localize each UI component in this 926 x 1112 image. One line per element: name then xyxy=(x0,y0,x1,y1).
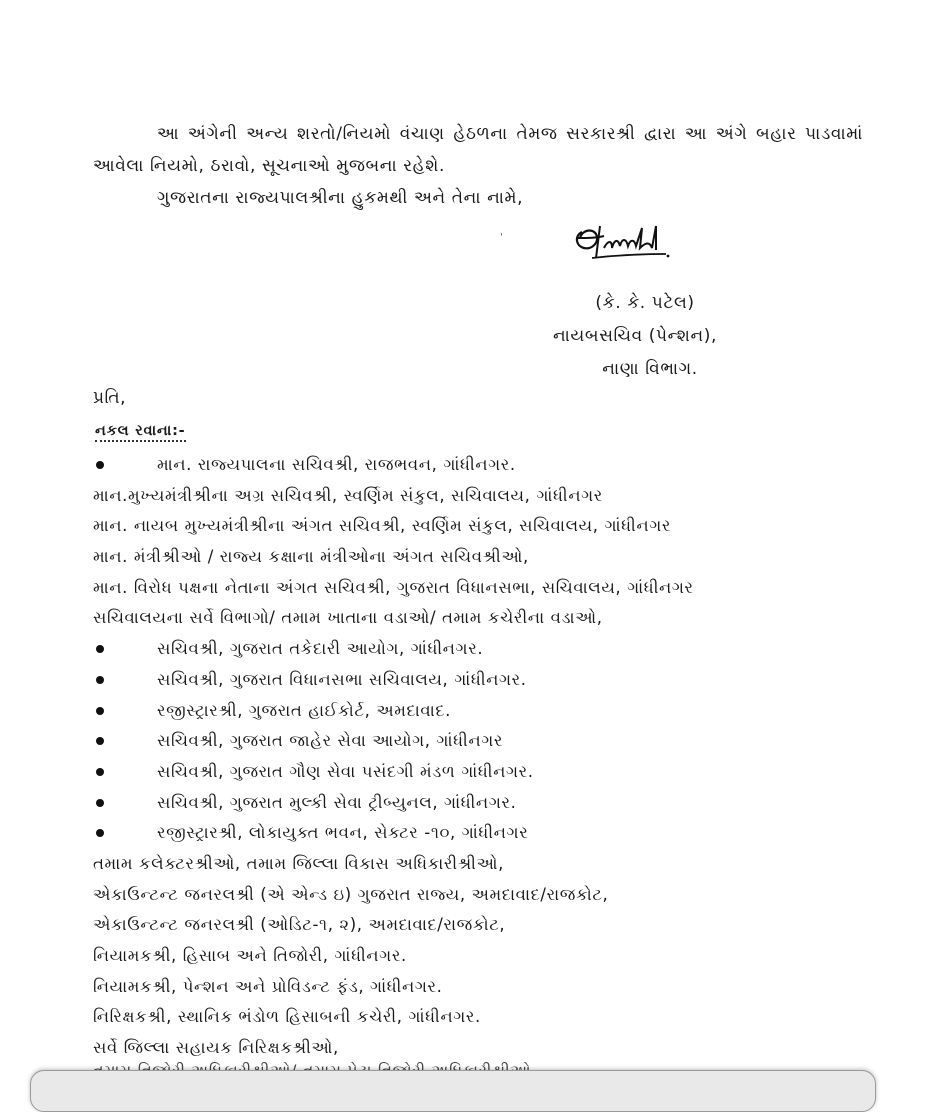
signatory-block xyxy=(500,287,760,386)
bullet-icon xyxy=(96,676,104,684)
signature-image xyxy=(570,218,680,270)
recipient-item xyxy=(93,849,883,880)
signatory-designation: નાયબસચિવ (પેન્શન), xyxy=(552,326,717,346)
recipient-text: માન.મુખ્યમંત્રીશ્રીના અગ્ર સચિવશ્રી, સ્વર્ણિમ સંકુલ, સચિવાલય, ગાંધીનગર xyxy=(93,485,603,505)
recipient-text: સચિવશ્રી, ગુજરાત જાહેર સેવા આયોગ, ગાંધીનગર xyxy=(157,731,504,751)
recipient-text: નિયામકશ્રી, પેન્શન અને પ્રોવિડન્ટ ફંડ, ગાંધીનગર. xyxy=(93,976,443,996)
recipient-item xyxy=(93,910,883,941)
recipient-item xyxy=(93,542,883,573)
signatory-department: નાણા વિભાગ. xyxy=(602,359,698,379)
copy-forwarded-heading: નકલ રવાના:- xyxy=(95,423,186,442)
recipient-text: નિયામકશ્રી, હિસાબ અને તિજોરી, ગાંધીનગર. xyxy=(93,946,407,965)
bullet-icon xyxy=(96,768,104,776)
recipient-text: સચિવશ્રી, ગુજરાત વિધાનસભા સચિવાલય, ગાંધીનગર. xyxy=(157,669,527,689)
recipient-item xyxy=(93,788,883,819)
recipient-item xyxy=(93,511,883,542)
recipient-item xyxy=(93,481,883,512)
recipient-item xyxy=(93,818,883,849)
stray-mark: ' xyxy=(500,232,503,243)
recipient-text: સચિવશ્રી, ગુજરાત તકેદારી આયોગ, ગાંધીનગર. xyxy=(157,639,484,659)
bullet-icon xyxy=(96,645,104,653)
recipient-text: રજીસ્ટ્રારશ્રી, ગુજરાત હાઈકોર્ટ, અમદાવાદ. xyxy=(157,700,452,720)
recipient-item xyxy=(93,1002,883,1033)
recipient-item xyxy=(93,573,883,604)
recipient-text: માન. રાજ્યપાલના સચિવશ્રી, રાજભવન, ગાંધીનગર. xyxy=(157,455,516,474)
recipient-text: સચિવશ્રી, ગુજરાત ગૌણ સેવા પસંદગી મંડળ ગાંધીનગર. xyxy=(157,761,534,781)
recipient-text: એકાઉન્ટન્ટ જનરલશ્રી (ઓડિટ-૧, ૨), અમદાવાદ/રાજકોટ, xyxy=(93,915,506,935)
bullet-icon xyxy=(96,799,104,807)
bullet-icon xyxy=(96,707,104,715)
recipient-text: માન. વિરોધ પક્ષના નેતાના અંગત સચિવશ્રી, ગુજરાત વિધાનસભા, સચિવાલય, ગાંધીનગર xyxy=(93,577,694,597)
recipient-item xyxy=(93,1033,883,1064)
recipient-text: તમામ કલેક્ટરશ્રીઓ, તમામ જિલ્લા વિકાસ અધિકારીશ્રીઓ, xyxy=(93,853,504,873)
bullet-icon xyxy=(96,829,104,837)
recipient-text: સર્વે જિલ્લા સહાયક નિરિક્ષકશ્રીઓ, xyxy=(93,1038,339,1058)
governor-order-line: ગુજરાતના રાજ્યપાલશ્રીના હુકમથી અને તેના નામે, xyxy=(157,188,524,208)
copy-recipient-list xyxy=(93,450,883,1064)
bullet-icon xyxy=(96,461,104,469)
recipient-text: રજીસ્ટ્રારશ્રી, લોકાયુક્ત ભવન, સેક્ટર -૧૦, ગાંધીનગર xyxy=(157,823,529,843)
recipient-text: માન. નાયબ મુખ્યમંત્રીશ્રીના અંગત સચિવશ્રી, સ્વર્ણિમ સંકુલ, સચિવાલય, ગાંધીનગર xyxy=(93,516,672,536)
recipient-text: માન. મંત્રીશ્રીઓ / રાજ્ય કક્ષાના મંત્રીઓના અંગત સચિવશ્રીઓ, xyxy=(93,547,529,567)
bullet-icon xyxy=(96,737,104,745)
recipient-item xyxy=(93,972,883,1003)
recipient-item xyxy=(93,665,883,696)
signatory-name: (કે. કે. પટેલ) xyxy=(595,293,695,313)
recipient-item xyxy=(93,757,883,788)
recipient-text: સચિવાલયના સર્વે વિભાગો/ તમામ ખાતાના વડાઓ/ તમામ કચેરીના વડાઓ, xyxy=(93,608,603,628)
recipient-item xyxy=(93,726,883,757)
recipient-item xyxy=(93,880,883,911)
recipient-item xyxy=(93,696,883,727)
recipient-text: નિરિક્ષકશ્રી, સ્થાનિક ભંડોળ હિસાબની કચેરી, ગાંધીનગર. xyxy=(93,1007,481,1027)
recipient-item xyxy=(93,941,883,972)
closing-paragraph: આ અંગેની અન્ય શરતો/નિયમો વંચાણ હેઠળના તેમજ સરકારશ્રી દ્વારા આ અંગે બહાર પાડવામાં આવેલા નિયમો, ઠરાવો, સૂચનાઓ મુજબના રહેશે. xyxy=(93,124,864,176)
recipient-text: સચિવશ્રી, ગુજરાત મુલ્કી સેવા ટ્રીબ્યુનલ, ગાંધીનગર. xyxy=(157,792,517,812)
recipient-text: એકાઉન્ટન્ટ જનરલશ્રી (એ એન્ડ ઇ) ગુજરાત રાજ્ય, અમદાવાદ/રાજકોટ, xyxy=(93,884,609,904)
recipient-item xyxy=(93,603,883,634)
addressee-prefix: પ્રતિ, xyxy=(93,388,127,408)
recipient-item xyxy=(93,450,883,481)
bottom-toolbar[interactable] xyxy=(30,1070,876,1112)
recipient-item xyxy=(93,634,883,665)
